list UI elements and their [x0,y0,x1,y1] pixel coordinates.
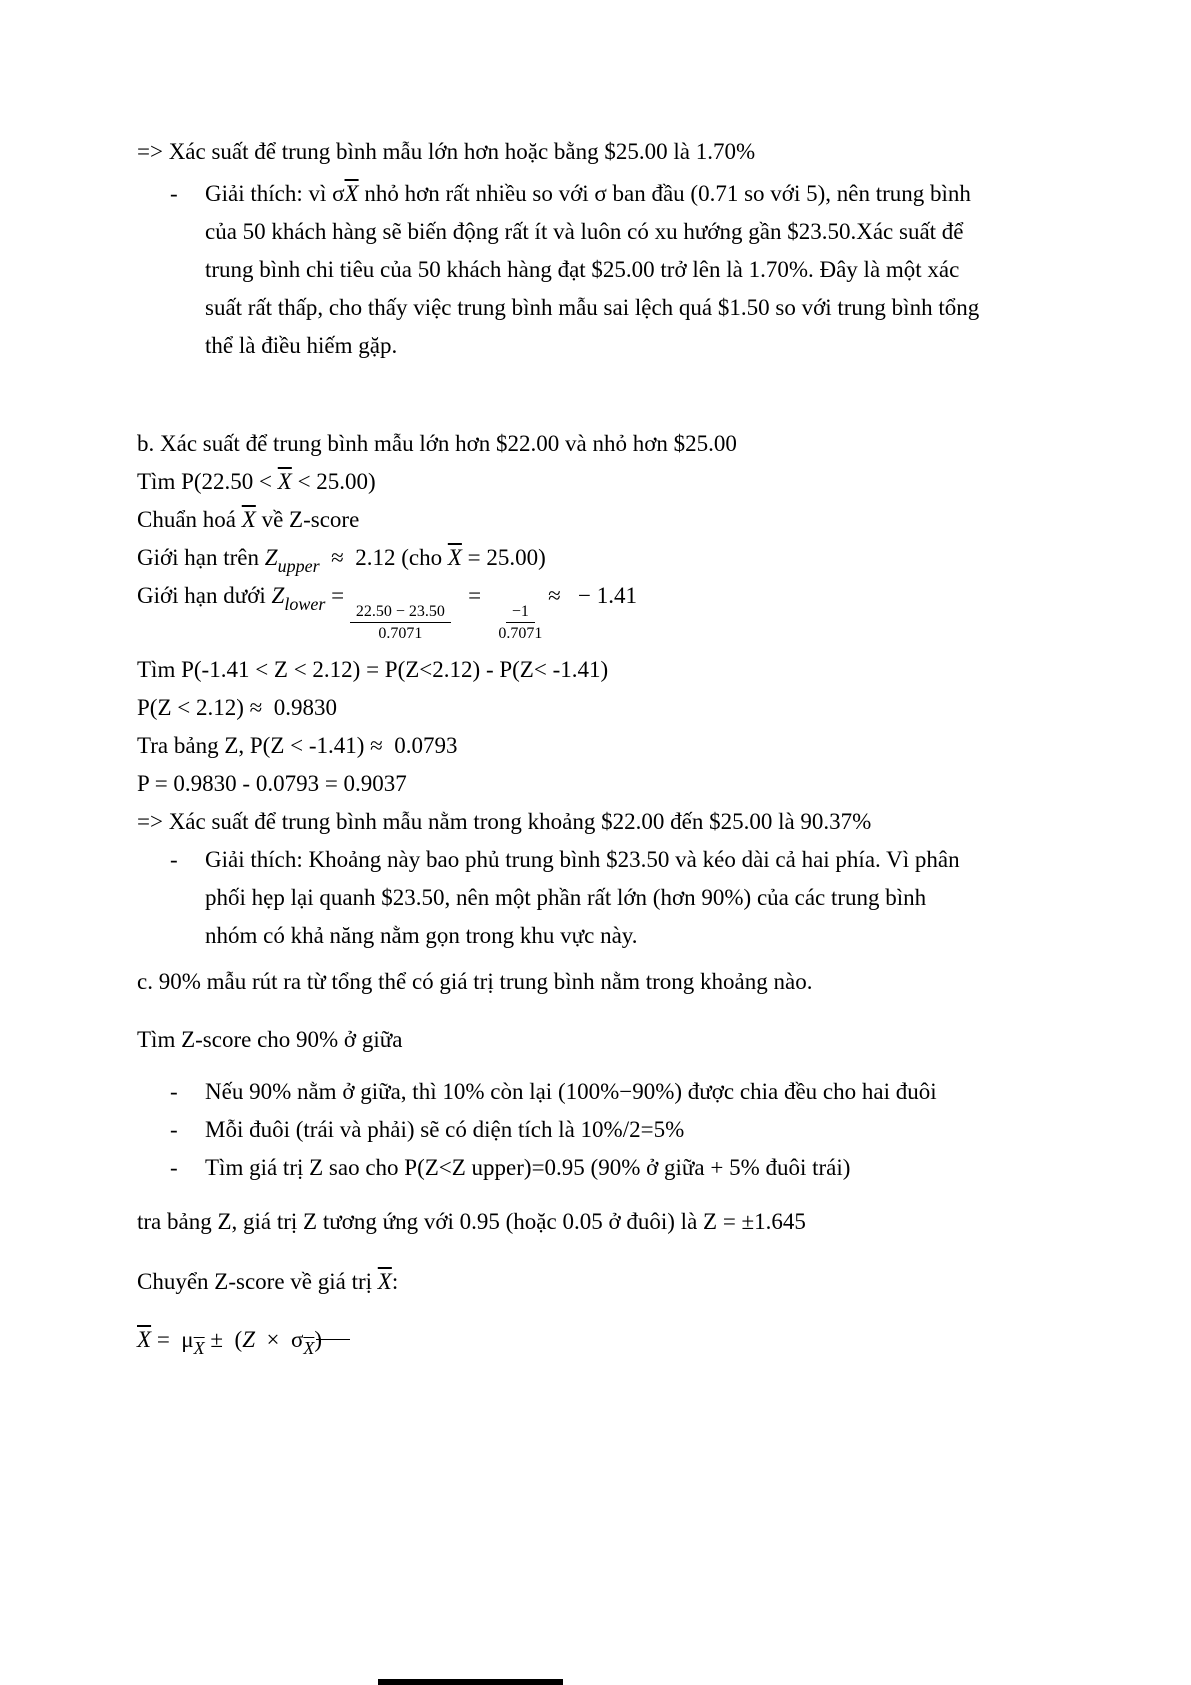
text-segment: < 25.00) [291,469,376,494]
section-b-title: b. Xác suất để trung bình mẫu lớn hơn $22.00 và nhỏ hơn $25.00 [137,431,737,456]
x-bar-symbol: $\overline{X}$ [137,1327,152,1352]
z-lower-subscript: lower [284,594,326,614]
fraction-denominator: 0.7071 [498,625,543,642]
section-b-lower-bound [137,577,1056,643]
section-c-title: c. 90% mẫu rút ra từ tổng thể có giá trị trung bình nằm trong khoảng nào. [137,969,813,994]
section-a-explanation-text [205,175,980,365]
section-b-p-result: P = 0.9830 - 0.0793 = 0.9037 [137,771,407,796]
section-b-p-upper: P(Z < 2.12) ≈ 0.9830 [137,695,338,720]
section-b-find [137,463,1056,501]
z-upper-subscript: upper [277,556,320,576]
text-segment: Giải thích: vì σ [205,181,345,206]
text-segment: Tìm P(22.50 < [137,469,278,494]
list-item-text: Tìm giá trị Z sao cho P(Z<Z upper)=0.95 (90% ở giữa + 5% đuôi trái) [205,1155,851,1180]
section-b-p-range: Tìm P(-1.41 < Z < 2.12) = P(Z<2.12) - P(Z< -1.41) [137,657,609,682]
text-segment: Chuyển Z-score về giá trị [137,1269,378,1294]
z-symbol: Z [264,545,278,570]
section-b-normalize [137,501,1056,539]
z-symbol: Z [242,1327,255,1352]
fraction-denominator: 0.7071 [378,625,423,642]
bullet-dash: - [170,1117,178,1142]
section-c-bullet-list [137,1073,1056,1187]
section-c-convert [137,1263,1056,1301]
bullet-dash: - [170,1155,178,1180]
z-symbol: Z [271,583,285,608]
mu-subscript-xbar: X [193,1338,205,1358]
bullet-dash: - [170,181,178,206]
text-segment: : [391,1269,399,1294]
xbar-formula [137,1321,1056,1359]
text-segment: về Z-score [255,507,360,532]
close-paren: ) [314,1327,323,1352]
strikethrough-line [316,1339,350,1340]
section-b-explanation-bullet [137,841,1056,955]
x-bar-symbol: $\overline{X}$ [241,507,256,532]
fraction-numerator: −1 [506,602,535,623]
text-segment: ≈ 2.12 (cho [319,545,448,570]
fraction-numerator: 22.50 − 23.50 [350,602,451,623]
x-bar-symbol: $\overline{X}$ [277,469,292,494]
bullet-dash: - [170,847,178,872]
section-c-z-table: tra bảng Z, giá trị Z tương ứng với 0.95 (hoặc 0.05 ở đuôi) là Z = ±1.645 [137,1209,806,1234]
section-b-conclusion: => Xác suất để trung bình mẫu nằm trong khoảng $22.00 đến $25.00 là 90.37% [137,809,872,834]
section-a-conclusion: => Xác suất để trung bình mẫu lớn hơn hoặc bằng $25.00 là 1.70% [137,139,756,164]
bullet-dash: - [170,1079,178,1104]
sigma-subscript-xbar: X [303,1338,315,1358]
section-b-p-lower: Tra bảng Z, P(Z < -1.41) ≈ 0.0793 [137,733,458,758]
text-segment: nhỏ hơn rất nhiều so với σ ban đầu (0.71 so với 5), nên trung bình của 50 khách hàng sẽ biến động rất ít và luôn có xu hướng gần $23.50.Xác suất để trung bình chi tiêu của 50 khách hàng đạt $25.00 trở lên là 1.70%. Đây là một xác suất rất thấp, cho thấy việc trung bình mẫu sai lệch quá $1.50 so với trung bình tổng thể là điều hiếm gặp. [205,181,980,358]
page-bottom-black-bar [378,1679,563,1685]
list-item [137,1111,1056,1149]
x-bar-symbol: $\overline{X}$ [447,545,462,570]
equals-sign: = [151,1327,182,1352]
x-bar-symbol: $\overline{X}$ [377,1269,392,1294]
approx-sign: ≈ [542,583,578,608]
list-item-text: Mỗi đuôi (trái và phải) sẽ có diện tích là 10%/2=5% [205,1117,685,1142]
section-b-upper-bound [137,539,1056,577]
equals-sign: = [450,583,499,608]
result-value: − 1.41 [577,583,637,608]
equals-sign: = [325,583,350,608]
mu-symbol: μ [181,1327,194,1352]
list-item [137,1073,1056,1111]
text-segment: Giới hạn dưới [137,583,272,608]
sigma-symbol: σ [290,1327,304,1352]
plus-minus-sign: ± ( [204,1327,243,1352]
list-item-text: Nếu 90% nằm ở giữa, thì 10% còn lại (100%−90%) được chia đều cho hai đuôi [205,1079,937,1104]
section-c-find: Tìm Z-score cho 90% ở giữa [137,1027,403,1052]
fraction-1 [350,602,451,643]
fraction-2 [498,602,542,643]
text-segment: = 25.00) [461,545,546,570]
text-segment: Chuẩn hoá [137,507,242,532]
section-b-explanation-text: Giải thích: Khoảng này bao phủ trung bình $23.50 và kéo dài cả hai phía. Vì phân phối hẹp lại quanh $23.50, nên một phần rất lớn (hơn 90%) của các trung bình nhóm có khả năng nằm gọn trong khu vực này. [205,847,960,948]
section-a-explanation-bullet [137,175,1056,365]
times-sign: × [254,1327,291,1352]
text-segment: Giới hạn trên [137,545,265,570]
x-bar-symbol: $\overline{X}$ [344,181,359,206]
list-item [137,1149,1056,1187]
